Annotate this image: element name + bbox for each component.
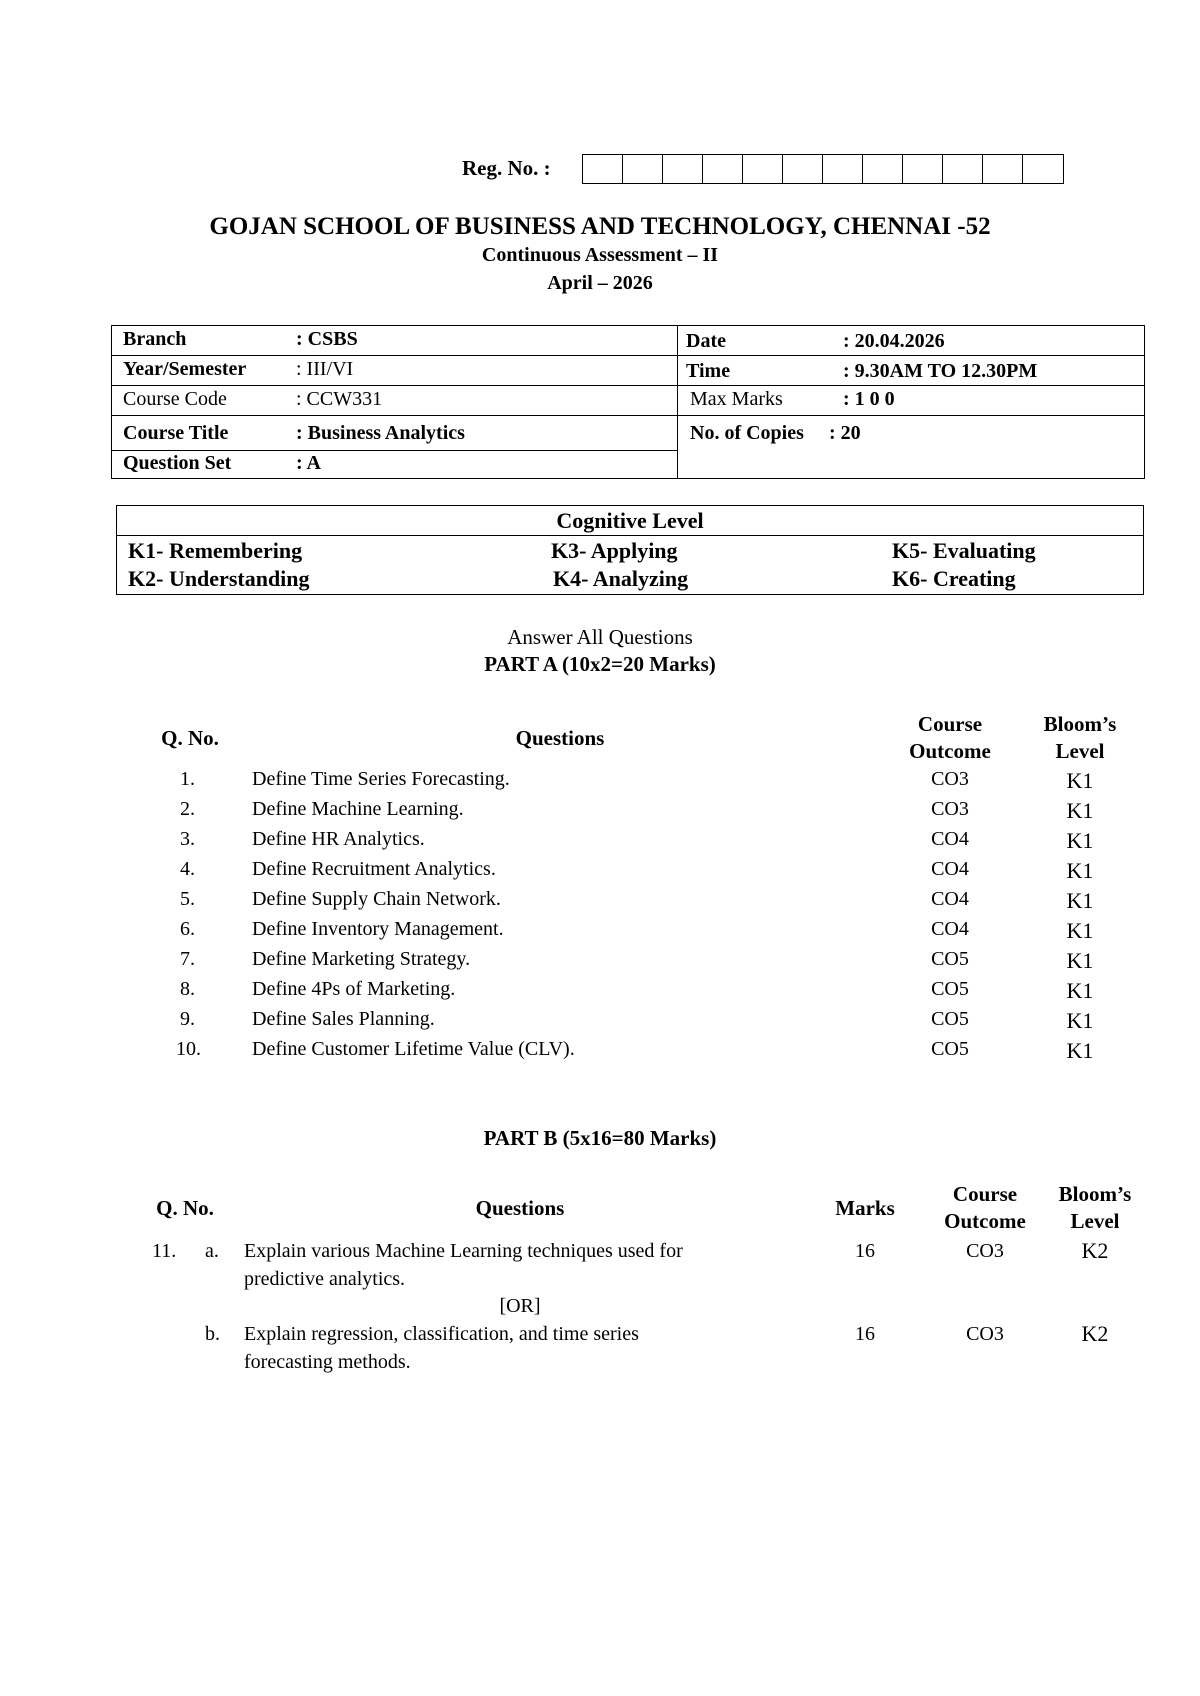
question-11a-co: CO3 [966, 1240, 1004, 1262]
reg-no-box [623, 155, 663, 183]
level-k5: K5- Evaluating [892, 538, 1036, 563]
copies-label: No. of Copies [690, 422, 804, 444]
cognitive-level-table [116, 505, 1144, 595]
reg-no-box [663, 155, 703, 183]
course-code-value: : CCW331 [296, 388, 383, 410]
reg-no-box [983, 155, 1023, 183]
table-row: 4. Define Recruitment Analytics. CO4 K1 [180, 858, 1094, 883]
table-row: 10. Define Customer Lifetime Value (CLV). CO5 K1 [176, 1038, 1094, 1063]
college-name: GOJAN SCHOOL OF BUSINESS AND TECHNOLOGY, CHENNAI -52 [209, 213, 991, 240]
question-set-label: Question Set [123, 452, 232, 474]
question-11b-blooms: K2 [1081, 1321, 1109, 1346]
question-11a-blooms: K2 [1081, 1238, 1109, 1263]
part-a-header-blooms-level: Bloom’s Level [1043, 712, 1117, 763]
reg-no-box [863, 155, 903, 183]
question-11a: Explain various Machine Learning techniques used for predictive analytics. [244, 1240, 683, 1290]
level-k4: K4- Analyzing [553, 566, 689, 591]
course-title-value: : Business Analytics [296, 422, 465, 444]
part-b-header-course-outcome: Course Outcome [944, 1182, 1026, 1233]
level-k2: K2- Understanding [128, 566, 310, 591]
max-marks-value: : 1 0 0 [843, 388, 895, 410]
part-b-header-marks: Marks [835, 1196, 895, 1220]
level-k1: K1- Remembering [128, 538, 303, 563]
course-title-label: Course Title [123, 422, 229, 444]
reg-no-box [823, 155, 863, 183]
max-marks-label: Max Marks [690, 388, 783, 410]
part-a-header-questions: Questions [515, 726, 605, 750]
part-b-title: PART B (5x16=80 Marks) [483, 1126, 717, 1150]
reg-no-box [743, 155, 783, 183]
date-value: : 20.04.2026 [843, 330, 945, 352]
course-code-label: Course Code [123, 388, 227, 410]
reg-no-box [783, 155, 823, 183]
table-row: 9. Define Sales Planning. CO5 K1 [180, 1008, 1094, 1033]
or-separator: [OR] [499, 1295, 541, 1317]
branch-label: Branch [123, 328, 187, 350]
question-number: 11. [152, 1240, 177, 1262]
exam-month: April – 2026 [547, 272, 653, 294]
level-k6: K6- Creating [892, 566, 1016, 591]
part-a-header-qno: Q. No. [161, 726, 219, 750]
option-letter-a: a. [205, 1240, 219, 1262]
reg-no-box [1023, 155, 1063, 183]
reg-no-boxes [582, 154, 1064, 184]
time-value: : 9.30AM TO 12.30PM [843, 360, 1038, 382]
reg-no-box [583, 155, 623, 183]
question-set-value: : A [296, 452, 321, 474]
year-label: Year/Semester [123, 358, 247, 380]
table-row: 8. Define 4Ps of Marketing. CO5 K1 [180, 978, 1094, 1003]
reg-no-box [703, 155, 743, 183]
part-b-header-qno: Q. No. [156, 1196, 214, 1220]
instructions: Answer All Questions [507, 625, 693, 649]
table-row: 3. Define HR Analytics. CO4 K1 [180, 828, 1094, 853]
reg-no-box [943, 155, 983, 183]
table-row: 5. Define Supply Chain Network. CO4 K1 [180, 888, 1094, 913]
part-b-header-questions: Questions [475, 1196, 565, 1220]
level-k3: K3- Applying [551, 538, 678, 563]
question-11a-marks: 16 [855, 1240, 875, 1262]
year-value: : III/VI [296, 358, 354, 380]
assessment-title: Continuous Assessment – II [481, 244, 719, 266]
copies-value: : 20 [829, 422, 861, 444]
table-row: 6. Define Inventory Management. CO4 K1 [180, 918, 1094, 943]
reg-no-box [903, 155, 943, 183]
part-a-header-course-outcome: Course Outcome [909, 712, 991, 763]
branch-value: : CSBS [296, 328, 358, 350]
part-b-header-blooms-level: Bloom’s Level [1058, 1182, 1132, 1233]
question-11b: Explain regression, classification, and time series forecasting methods. [244, 1323, 639, 1373]
part-a-title: PART A (10x2=20 Marks) [484, 652, 716, 676]
question-11b-marks: 16 [855, 1323, 875, 1345]
course-info-table [111, 325, 1145, 479]
table-row: 7. Define Marketing Strategy. CO5 K1 [180, 948, 1094, 973]
time-label: Time [686, 360, 731, 382]
option-letter-b: b. [205, 1323, 220, 1345]
table-row: 1. Define Time Series Forecasting. CO3 K1 [180, 768, 1094, 793]
cognitive-title: Cognitive Level [556, 508, 704, 533]
table-row: 2. Define Machine Learning. CO3 K1 [180, 798, 1094, 823]
reg-no-label: Reg. No. : [462, 156, 551, 180]
question-11b-co: CO3 [966, 1323, 1004, 1345]
date-label: Date [686, 330, 726, 352]
